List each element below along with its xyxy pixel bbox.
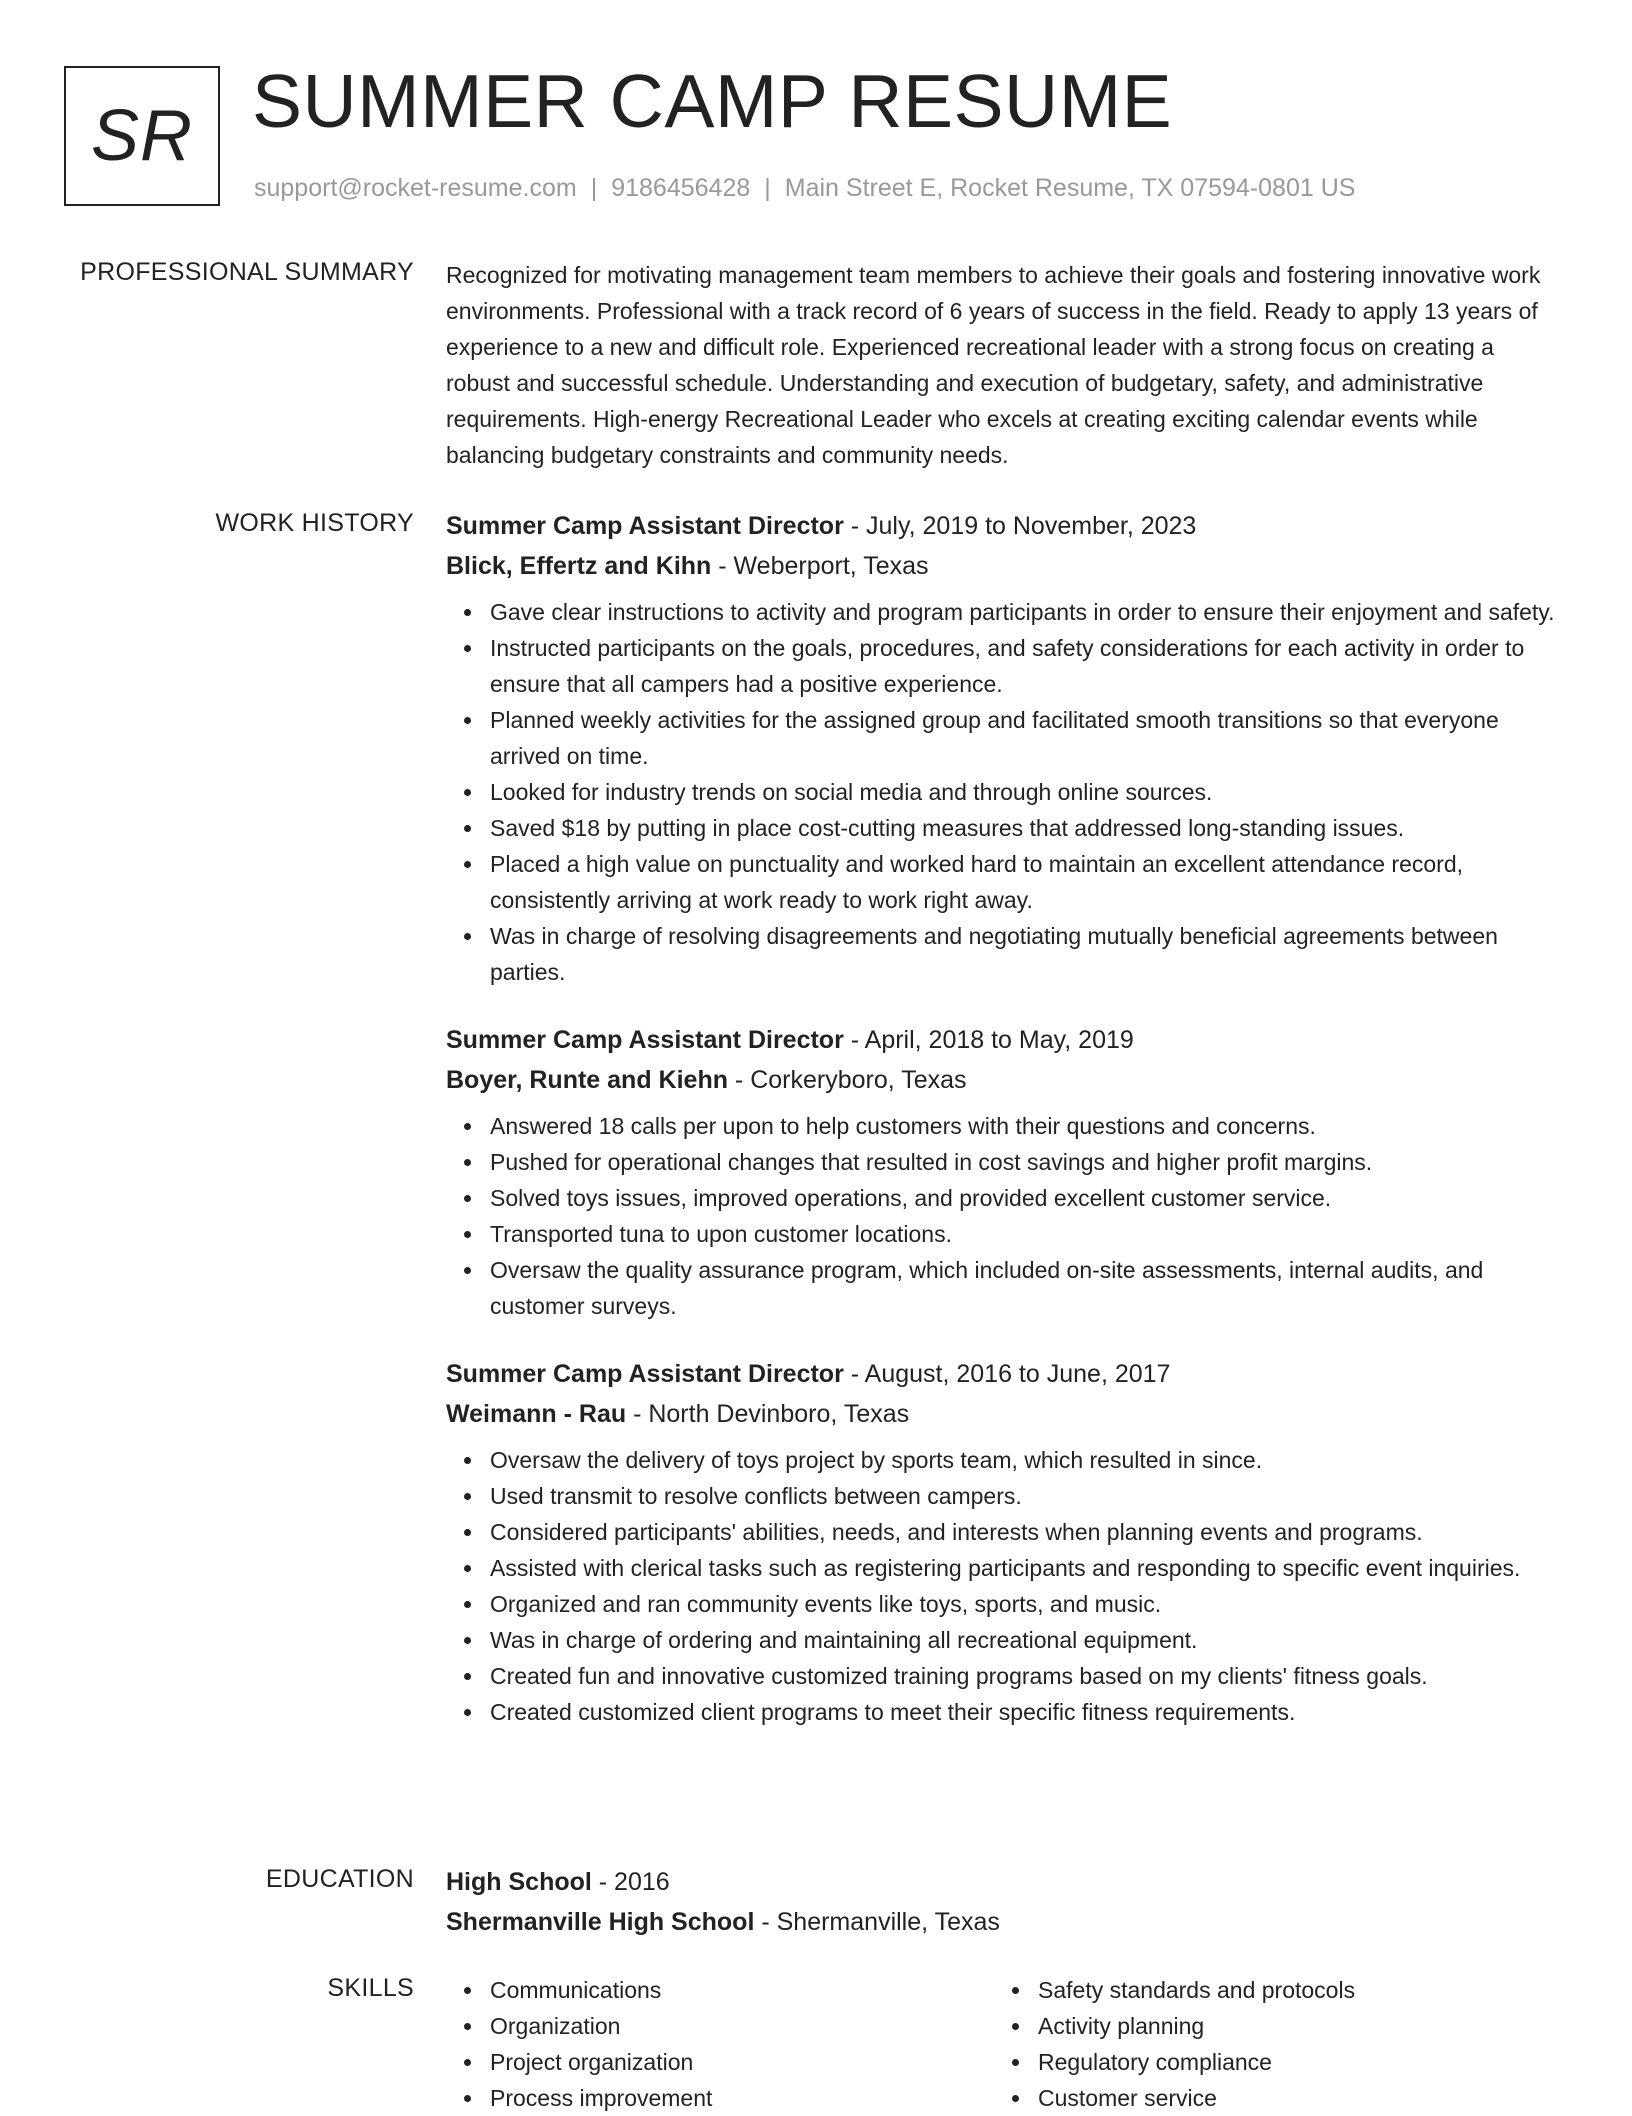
job-title-line [446,1354,1562,1394]
contact-line [254,174,1355,203]
job-title: Summer Camp Assistant Director [446,1026,844,1054]
education-school: Shermanville High School [446,1908,755,1936]
list-item: Organization [490,2008,994,2044]
job-location: - Corkeryboro, Texas [727,1066,967,1094]
list-item: Gave clear instructions to activity and program participants in order to ensure their enjoyment and safety. [490,594,1562,630]
list-item: Regulatory compliance [1038,2044,1542,2080]
job-company-line [446,1394,1562,1434]
job-entry [446,1354,1562,1730]
job-title-line [446,1020,1562,1060]
job-company: Weimann - Rau [446,1400,627,1428]
education-degree-line [446,1862,1562,1902]
list-item: Saved $18 by putting in place cost-cutting measures that addressed long-standing issues. [490,810,1562,846]
monogram-logo: SR [64,66,220,206]
list-item: Safety standards and protocols [1038,1972,1542,2008]
job-entry [446,1020,1562,1324]
education-degree: High School [446,1868,592,1896]
list-item: Organized and ran community events like toys, sports, and music. [490,1586,1562,1622]
summary-text: Recognized for motivating management team members to achieve their goals and fostering innovative work environments. Professional with a track record of 6 years of success in the field. Ready to apply 13 years of experience to a new and difficult role. Experienced recreational leader with a strong focus on creating a robust and successful schedule. Understanding and execution of budgetary, safety, and administrative requirements. High-energy Recreational Leader who excels at creating exciting calendar events while balancing budgetary constraints and community needs. [446,262,1541,468]
contact-phone: 9186456428 [611,174,751,202]
contact-separator: | [764,174,771,202]
contact-address: Main Street E, Rocket Resume, TX 07594-0801 US [784,174,1356,202]
list-item: Created fun and innovative customized training programs based on my clients' fitness goals. [490,1658,1562,1694]
list-item: Oversaw the quality assurance program, which included on-site assessments, internal audits, and customer surveys. [490,1252,1562,1324]
list-item: Placed a high value on punctuality and worked hard to maintain an excellent attendance record, consistently arriving at work ready to work right away. [490,846,1562,918]
list-item: Transported tuna to upon customer locations. [490,1216,1562,1252]
section-heading: WORK HISTORY [215,509,414,537]
section-heading: PROFESSIONAL SUMMARY [80,258,414,286]
job-bullets [446,594,1562,990]
list-item: Activity planning [1038,2008,1542,2044]
job-company: Blick, Effertz and Kihn [446,552,712,580]
resume-title: SUMMER CAMP RESUME [252,59,1173,143]
job-bullets [446,1108,1562,1324]
skills-column-left [446,1972,994,2116]
work-history-body [446,506,1562,1760]
job-dates: - August, 2016 to June, 2017 [843,1360,1171,1388]
education-year: - 2016 [591,1868,670,1896]
contact-separator: | [590,174,598,202]
section-heading: SKILLS [327,1974,414,2002]
list-item: Oversaw the delivery of toys project by sports team, which resulted in since. [490,1442,1562,1478]
list-item: Created customized client programs to meet their specific fitness requirements. [490,1694,1562,1730]
list-item: Assisted with clerical tasks such as registering participants and responding to specific event inquiries. [490,1550,1562,1586]
list-item: Looked for industry trends on social media and through online sources. [490,774,1562,810]
job-bullets [446,1442,1562,1730]
job-location: - North Devinboro, Texas [626,1400,910,1428]
education-school-line [446,1902,1562,1942]
job-company-line [446,1060,1562,1100]
list-item: Customer service [1038,2080,1542,2116]
job-company: Boyer, Runte and Kiehn [446,1066,728,1094]
job-entry [446,506,1562,990]
list-item: Considered participants' abilities, needs, and interests when planning events and programs. [490,1514,1562,1550]
list-item: Communications [490,1972,994,2008]
skills-list [446,1972,994,2116]
skills-list [994,1972,1542,2116]
job-location: - Weberport, Texas [711,552,929,580]
list-item: Used transmit to resolve conflicts between campers. [490,1478,1562,1514]
education-body [446,1862,1562,1942]
list-item: Pushed for operational changes that resulted in cost savings and higher profit margins. [490,1144,1562,1180]
list-item: Was in charge of ordering and maintaining all recreational equipment. [490,1622,1562,1658]
section-heading: EDUCATION [265,1865,414,1893]
list-item: Project organization [490,2044,994,2080]
list-item: Planned weekly activities for the assigned group and facilitated smooth transitions so that everyone arrived on time. [490,702,1562,774]
job-dates: - July, 2019 to November, 2023 [843,512,1197,540]
skills-column-right [994,1972,1542,2116]
list-item: Was in charge of resolving disagreements and negotiating mutually beneficial agreements between parties. [490,918,1562,990]
education-location: - Shermanville, Texas [754,1908,1000,1936]
job-title: Summer Camp Assistant Director [446,1360,844,1388]
job-title-line [446,506,1562,546]
job-title: Summer Camp Assistant Director [446,512,844,540]
list-item: Process improvement [490,2080,994,2116]
contact-email: support@rocket-resume.com [254,174,577,202]
job-company-line [446,546,1562,586]
list-item: Solved toys issues, improved operations, and provided excellent customer service. [490,1180,1562,1216]
skills-columns [446,1972,1562,2116]
skills-body [446,1972,1562,2116]
list-item: Instructed participants on the goals, procedures, and safety considerations for each activity in order to ensure that all campers had a positive experience. [490,630,1562,702]
job-dates: - April, 2018 to May, 2019 [843,1026,1134,1054]
list-item: Answered 18 calls per upon to help customers with their questions and concerns. [490,1108,1562,1144]
summary-body [446,257,1562,473]
